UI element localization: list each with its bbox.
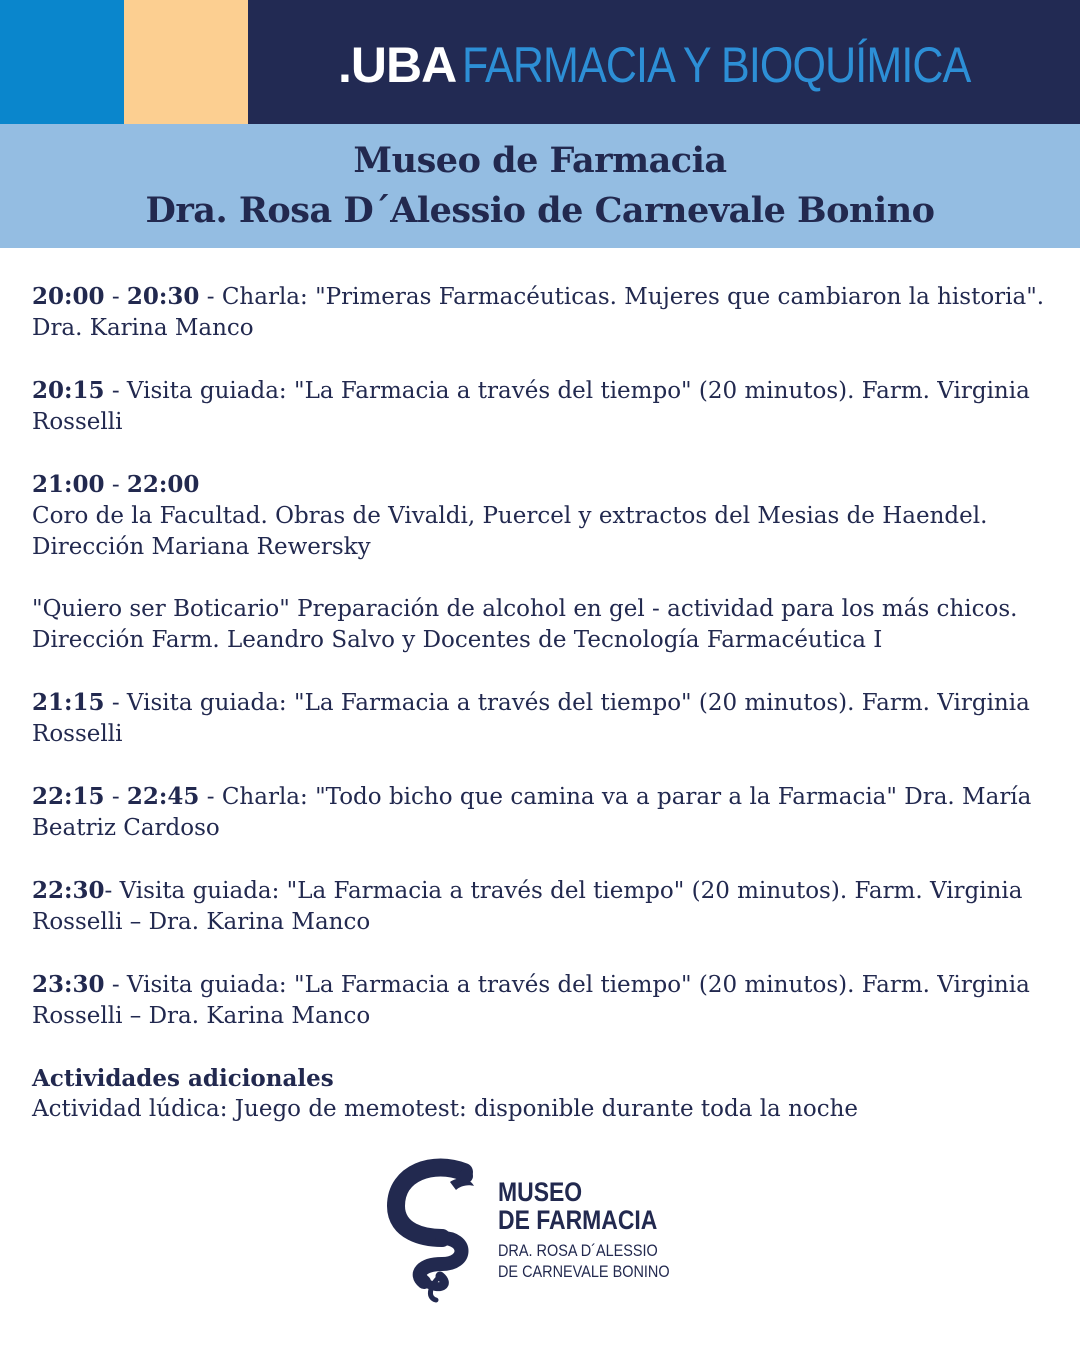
- entry-text: - Visita guiada: "La Farmacia a través del tiempo" (20 minutos). Farm. Virginia Rosselli – Dra. Karina Manco: [32, 972, 1030, 1029]
- start-time: 20:00: [32, 283, 105, 310]
- schedule-entry: [32, 969, 1052, 1032]
- museum-logo: [384, 1158, 714, 1308]
- schedule-list: [32, 281, 1052, 1156]
- start-time: 20:15: [32, 377, 105, 404]
- entry-text: "Quiero ser Boticario" Preparación de alcohol en gel - actividad para los más chicos. Dirección Farm. Leandro Salvo y Docentes de Tecnología Farmacéutica I: [32, 596, 1018, 653]
- brand-uba: .UBA: [338, 37, 457, 93]
- blue-square: [0, 0, 124, 124]
- start-time: 22:30: [32, 877, 105, 904]
- time-separator: -: [104, 472, 127, 498]
- start-time: 23:30: [32, 971, 105, 998]
- end-time: 22:45: [126, 783, 200, 810]
- entry-text: - Charla: "Primeras Farmacéuticas. Mujeres que cambiaron la historia". Dra. Karina Manco: [32, 284, 1045, 341]
- entry-text: - Charla: "Todo bicho que camina va a parar a la Farmacia" Dra. María Beatriz Cardoso: [32, 784, 1032, 841]
- entry-text: - Visita guiada: "La Farmacia a través del tiempo" (20 minutos). Farm. Virginia Rosselli: [32, 690, 1030, 747]
- logo-line-name: DRA. ROSA D´ALESSIO: [498, 1241, 658, 1260]
- additional-heading: Actividades adicionales: [32, 1065, 334, 1092]
- peach-square: [124, 0, 248, 124]
- end-time: 22:00: [126, 471, 200, 498]
- logo-line-museo: MUSEO: [498, 1177, 583, 1207]
- end-time: 20:30: [126, 283, 200, 310]
- time-separator: -: [104, 284, 127, 310]
- page-title: Museo de Farmacia: [353, 140, 727, 181]
- schedule-entry: [32, 375, 1052, 438]
- logo-text: [498, 1178, 700, 1282]
- brand-faculty: FARMACIA Y BIOQUÍMICA: [462, 37, 971, 93]
- page-subtitle: Dra. Rosa D´Alessio de Carnevale Bonino: [145, 190, 935, 231]
- logo-line-farmacia: DE FARMACIA: [498, 1205, 658, 1235]
- entry-text: Coro de la Facultad. Obras de Vivaldi, Puercel y extractos del Mesias de Haendel. Dirección Mariana Rewersky: [32, 503, 988, 560]
- logo-line-surname: DE CARNEVALE BONINO: [498, 1262, 670, 1281]
- schedule-entry: [32, 875, 1052, 938]
- title-banner: [0, 124, 1080, 248]
- start-time: 21:15: [32, 689, 105, 716]
- schedule-entry: [32, 781, 1052, 844]
- start-time: 22:15: [32, 783, 105, 810]
- entry-text: - Visita guiada: "La Farmacia a través del tiempo" (20 minutos). Farm. Virginia Rosselli – Dra. Karina Manco: [32, 878, 1023, 935]
- snake-icon: [384, 1158, 494, 1308]
- schedule-entry: [32, 281, 1052, 344]
- schedule-entry: [32, 687, 1052, 750]
- entry-text: - Visita guiada: "La Farmacia a través del tiempo" (20 minutos). Farm. Virginia Rosselli: [32, 378, 1030, 435]
- top-banner: [0, 0, 1080, 124]
- schedule-entry: [32, 594, 1052, 656]
- additional-activities: [32, 1063, 1052, 1125]
- time-separator: -: [104, 784, 127, 810]
- schedule-entry: [32, 469, 1052, 563]
- faculty-brand: [338, 36, 1053, 96]
- additional-text: Actividad lúdica: Juego de memotest: disponible durante toda la noche: [32, 1096, 859, 1122]
- start-time: 21:00: [32, 471, 105, 498]
